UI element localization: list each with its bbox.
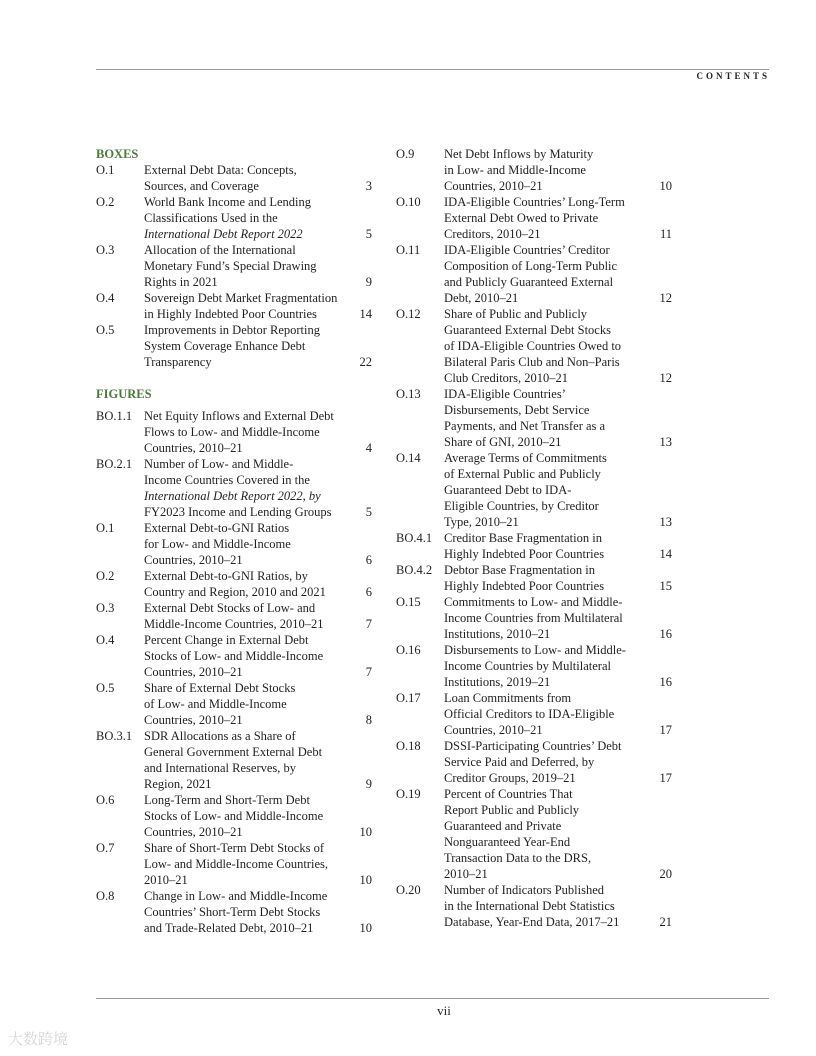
toc-entry-title-line: Income Countries by Multilateral: [444, 659, 611, 673]
toc-entry-title: [144, 162, 358, 194]
figures-list-right: [396, 146, 676, 930]
watermark: 大数跨境: [8, 1030, 69, 1048]
toc-entry-number: O.17: [396, 691, 421, 705]
toc-entry-number: BO.3.1: [96, 729, 133, 743]
toc-entry-number: O.18: [396, 739, 421, 753]
toc-entry-title-line: Share of GNI, 2010–21: [444, 435, 562, 449]
toc-entry-number: O.16: [396, 643, 421, 657]
toc-entry-title-line: External Debt-to-GNI Ratios, by: [144, 569, 308, 583]
toc-entry[interactable]: [396, 642, 676, 690]
toc-entry-title-line: Income Countries from Multilateral: [444, 611, 623, 625]
figures-heading: FIGURES: [96, 387, 152, 401]
toc-entry-number: O.5: [96, 681, 115, 695]
boxes-heading: BOXES: [96, 147, 139, 161]
toc-entry[interactable]: [396, 786, 676, 882]
toc-entry-title-line: System Coverage Enhance Debt: [144, 339, 306, 353]
toc-entry[interactable]: [96, 194, 376, 242]
toc-entry[interactable]: [96, 456, 376, 520]
toc-entry-number: O.14: [396, 451, 421, 465]
boxes-list: [96, 162, 376, 370]
toc-entry-page: 10: [359, 873, 372, 887]
toc-entry-title-line: Institutions, 2019–21: [444, 675, 551, 689]
toc-entry-title-line: Share of Short-Term Debt Stocks of: [144, 841, 324, 855]
toc-entry-title-line: and Publicly Guaranteed External: [444, 275, 614, 289]
toc-entry-number: O.20: [396, 883, 421, 897]
toc-entry-title-line: Loan Commitments from: [444, 691, 572, 705]
right-column: [396, 146, 676, 930]
toc-entry[interactable]: [396, 146, 676, 194]
toc-entry-title-line: and International Reserves, by: [144, 761, 297, 775]
toc-entry-title-line: Type, 2010–21: [444, 515, 519, 529]
toc-entry-page: 11: [659, 227, 672, 241]
toc-entry-title-line: and Trade-Related Debt, 2010–21: [144, 921, 314, 935]
toc-entry[interactable]: [396, 690, 676, 738]
toc-entry-title: [144, 456, 358, 520]
toc-entry-number: O.1: [96, 521, 115, 535]
toc-entry[interactable]: [396, 882, 676, 930]
toc-entry-title: [444, 562, 666, 594]
toc-entry-title-line: of External Public and Publicly: [444, 467, 601, 481]
toc-entry[interactable]: [396, 242, 676, 306]
toc-entry-title-line: Club Creditors, 2010–21: [444, 371, 568, 385]
toc-entry-title-line: Stocks of Low- and Middle-Income: [144, 809, 324, 823]
toc-entry-number: O.2: [96, 569, 115, 583]
toc-entry-title-line: Region, 2021: [144, 777, 212, 791]
toc-entry-title-line: SDR Allocations as a Share of: [144, 729, 296, 743]
toc-entry-number: O.4: [96, 633, 115, 647]
toc-entry-title-line: Nonguaranteed Year-End: [444, 835, 571, 849]
toc-entry-number: O.11: [396, 243, 421, 257]
toc-entry-title-line: Countries, 2010–21: [444, 723, 543, 737]
toc-entry[interactable]: [96, 162, 376, 194]
toc-entry-title-line: Guaranteed Debt to IDA-: [444, 483, 572, 497]
toc-entry-title-line: IDA-Eligible Countries’: [444, 387, 566, 401]
toc-entry-page: 4: [365, 441, 372, 455]
toc-entry-title-line: Income Countries Covered in the: [144, 473, 310, 487]
toc-entry-title-line: Transparency: [144, 355, 212, 369]
toc-entry-page: 13: [659, 435, 672, 449]
toc-entry[interactable]: [96, 840, 376, 888]
toc-entry-title-line: Country and Region, 2010 and 2021: [144, 585, 326, 599]
toc-entry-title: [444, 194, 666, 242]
toc-entry-title: [444, 450, 666, 530]
toc-entry-number: O.5: [96, 323, 115, 337]
toc-entry[interactable]: [96, 520, 376, 568]
toc-entry-title-line: Highly Indebted Poor Countries: [444, 547, 605, 561]
toc-entry-title-line: Eligible Countries, by Creditor: [444, 499, 599, 513]
toc-entry-title-line: External Debt Data: Concepts,: [144, 163, 297, 177]
toc-entry-title: [144, 680, 358, 728]
toc-entry-title-line: Transaction Data to the DRS,: [444, 851, 592, 865]
toc-entry-title-line: Monetary Fund’s Special Drawing: [144, 259, 317, 273]
toc-entry-title-line: Countries, 2010–21: [144, 665, 243, 679]
toc-entry-title: [144, 840, 358, 888]
toc-entry-title-line: Countries, 2010–21: [444, 179, 543, 193]
toc-entry-page: 3: [365, 179, 372, 193]
toc-entry-number: O.3: [96, 601, 115, 615]
toc-entry-title: [444, 642, 666, 690]
toc-entry[interactable]: [96, 568, 376, 600]
toc-entry-title-line: Net Equity Inflows and External Debt: [144, 409, 334, 423]
toc-entry-title: [444, 738, 666, 786]
toc-entry-title-line: 2010–21: [144, 873, 188, 887]
toc-entry-title-line: Percent of Countries That: [444, 787, 573, 801]
toc-entry-title: [144, 322, 358, 370]
toc-entry-title-line: Creditor Groups, 2019–21: [444, 771, 576, 785]
toc-entry-title-line: 2010–21: [444, 867, 488, 881]
page-number: vii: [437, 1003, 451, 1018]
toc-entry-page: 20: [659, 867, 672, 881]
toc-entry-title-line: DSSI-Participating Countries’ Debt: [444, 739, 622, 753]
toc-entry-title-line: External Debt-to-GNI Ratios: [144, 521, 290, 535]
toc-entry-title: [444, 386, 666, 450]
toc-entry-title-line: Average Terms of Commitments: [444, 451, 607, 465]
toc-entry-title-line: in the International Debt Statistics: [444, 899, 615, 913]
toc-entry-page: 14: [359, 307, 372, 321]
toc-entry-title-line: Flows to Low- and Middle-Income: [144, 425, 320, 439]
toc-entry-title-line: International Debt Report 2022, by: [144, 489, 321, 503]
toc-entry-title-line: of IDA-Eligible Countries Owed to: [444, 339, 622, 353]
toc-entry-title-line: Stocks of Low- and Middle-Income: [144, 649, 324, 663]
toc-entry-title-line: Classifications Used in the: [144, 211, 278, 225]
toc-entry-title: [444, 594, 666, 642]
toc-entry-title-line: Sources, and Coverage: [144, 179, 259, 193]
toc-entry-title-line: General Government External Debt: [144, 745, 323, 759]
toc-entry-title-line: Debtor Base Fragmentation in: [444, 563, 596, 577]
toc-entry-title-line: External Debt Stocks of Low- and: [144, 601, 316, 615]
toc-entry-page: 7: [365, 665, 372, 679]
toc-entry-title-line: Countries, 2010–21: [144, 441, 243, 455]
toc-entry-title: [144, 242, 358, 290]
toc-entry-title-line: Official Creditors to IDA-Eligible: [444, 707, 615, 721]
toc-entry-page: 10: [359, 825, 372, 839]
toc-entry[interactable]: [96, 290, 376, 322]
toc-entry-title-line: Database, Year-End Data, 2017–21: [444, 915, 620, 929]
toc-entry-page: 6: [365, 553, 372, 567]
toc-entry-number: O.9: [396, 147, 415, 161]
toc-entry-number: BO.4.2: [396, 563, 433, 577]
toc-entry-page: 7: [365, 617, 372, 631]
toc-entry-title-line: Improvements in Debtor Reporting: [144, 323, 321, 337]
toc-entry-title-line: Percent Change in External Debt: [144, 633, 309, 647]
toc-entry-number: O.13: [396, 387, 421, 401]
toc-entry-title-line: Debt, 2010–21: [444, 291, 519, 305]
toc-entry-title-line: Guaranteed and Private: [444, 819, 562, 833]
toc-entry-title: [144, 568, 358, 600]
toc-entry-title: [444, 306, 666, 386]
toc-entry-title-line: Guaranteed External Debt Stocks: [444, 323, 611, 337]
toc-entry[interactable]: [396, 594, 676, 642]
toc-entry[interactable]: [396, 530, 676, 562]
toc-entry-title: [144, 194, 358, 242]
toc-entry-title-line: Service Paid and Deferred, by: [444, 755, 595, 769]
toc-entry-page: 12: [659, 291, 672, 305]
toc-entry-title-line: Countries, 2010–21: [144, 713, 243, 727]
toc-entry-title-line: Disbursements to Low- and Middle-: [444, 643, 626, 657]
toc-entry-title: [144, 600, 358, 632]
toc-entry-title-line: Share of External Debt Stocks: [144, 681, 296, 695]
toc-entry-title: [444, 242, 666, 306]
toc-entry-page: 9: [365, 777, 372, 791]
running-head: CONTENTS: [696, 71, 770, 81]
toc-entry-title-line: Share of Public and Publicly: [444, 307, 588, 321]
toc-entry-title-line: Payments, and Net Transfer as a: [444, 419, 606, 433]
toc-entry[interactable]: [96, 728, 376, 792]
footer-rule: [96, 998, 769, 999]
toc-entry-title-line: Countries’ Short-Term Debt Stocks: [144, 905, 321, 919]
toc-entry-title-line: of Low- and Middle-Income: [144, 697, 287, 711]
toc-entry-title-line: Creditor Base Fragmentation in: [444, 531, 602, 545]
toc-entry-title-line: World Bank Income and Lending: [144, 195, 312, 209]
toc-entry-title-line: Countries, 2010–21: [144, 825, 243, 839]
toc-entry-title-line: Long-Term and Short-Term Debt: [144, 793, 310, 807]
toc-entry-number: O.10: [396, 195, 421, 209]
toc-entry-title-line: Report Public and Publicly: [444, 803, 580, 817]
toc-entry-title: [144, 408, 358, 456]
left-column: [96, 146, 376, 936]
toc-entry-page: 5: [365, 505, 372, 519]
toc-entry-title-line: Disbursements, Debt Service: [444, 403, 590, 417]
toc-entry[interactable]: [96, 600, 376, 632]
toc-entry-title-line: Change in Low- and Middle-Income: [144, 889, 328, 903]
toc-entry-page: 6: [365, 585, 372, 599]
toc-entry-title-line: Low- and Middle-Income Countries,: [144, 857, 328, 871]
toc-entry-title-line: FY2023 Income and Lending Groups: [144, 505, 332, 519]
toc-entry-number: O.15: [396, 595, 421, 609]
toc-entry-number: O.1: [96, 163, 115, 177]
toc-entry-title-line: in Highly Indebted Poor Countries: [144, 307, 317, 321]
toc-entry-page: 9: [365, 275, 372, 289]
toc-entry-title: [144, 888, 358, 936]
toc-entry-number: O.12: [396, 307, 421, 321]
toc-entry-page: 21: [659, 915, 672, 929]
toc-entry-title-line: in Low- and Middle-Income: [444, 163, 586, 177]
toc-entry-title: [144, 632, 358, 680]
toc-entry-page: 17: [659, 723, 672, 737]
toc-entry-title-line: Institutions, 2010–21: [444, 627, 551, 641]
toc-entry-page: 12: [659, 371, 672, 385]
toc-entry-title-line: International Debt Report 2022: [144, 227, 303, 241]
toc-entry-page: 5: [365, 227, 372, 241]
toc-entry[interactable]: [96, 680, 376, 728]
toc-entry-title-line: Number of Low- and Middle-: [144, 457, 294, 471]
toc-entry-title: [444, 530, 666, 562]
toc-entry-title: [144, 728, 358, 792]
figures-list-left: [96, 408, 376, 936]
toc-entry[interactable]: [96, 632, 376, 680]
toc-entry-number: O.4: [96, 291, 115, 305]
toc-entry-title-line: for Low- and Middle-Income: [144, 537, 291, 551]
toc-entry-page: 10: [359, 921, 372, 935]
toc-entry-title-line: Net Debt Inflows by Maturity: [444, 147, 594, 161]
toc-entry-title-line: Rights in 2021: [144, 275, 218, 289]
toc-entry-title: [444, 882, 666, 930]
toc-entry[interactable]: [396, 562, 676, 594]
toc-entry-title: [144, 290, 358, 322]
toc-entry-number: O.6: [96, 793, 115, 807]
toc-entry-number: O.3: [96, 243, 115, 257]
toc-entry-number: O.7: [96, 841, 115, 855]
toc-entry-title-line: Commitments to Low- and Middle-: [444, 595, 623, 609]
toc-entry[interactable]: [96, 888, 376, 936]
toc-entry[interactable]: [396, 386, 676, 450]
toc-entry-title-line: External Debt Owed to Private: [444, 211, 599, 225]
toc-entry-number: O.19: [396, 787, 421, 801]
toc-entry[interactable]: [396, 194, 676, 242]
toc-entry-title: [444, 146, 666, 194]
toc-entry[interactable]: [396, 306, 676, 386]
toc-entry-title-line: Allocation of the International: [144, 243, 296, 257]
toc-entry-title-line: IDA-Eligible Countries’ Creditor: [444, 243, 610, 257]
toc-entry-page: 10: [659, 179, 672, 193]
toc-entry-title-line: Sovereign Debt Market Fragmentation: [144, 291, 338, 305]
toc-entry-title-line: Bilateral Paris Club and Non–Paris: [444, 355, 620, 369]
toc-entry-title-line: Number of Indicators Published: [444, 883, 605, 897]
toc-entry-page: 16: [659, 675, 672, 689]
toc-entry-number: BO.2.1: [96, 457, 133, 471]
toc-entry[interactable]: [96, 322, 376, 370]
toc-entry-page: 15: [659, 579, 672, 593]
toc-entry-number: BO.1.1: [96, 409, 133, 423]
toc-entry-title-line: Composition of Long-Term Public: [444, 259, 618, 273]
toc-entry-title: [144, 792, 358, 840]
toc-entry-page: 16: [659, 627, 672, 641]
toc-entry-title-line: IDA-Eligible Countries’ Long-Term: [444, 195, 625, 209]
toc-entry-page: 8: [365, 713, 372, 727]
toc-entry-page: 13: [659, 515, 672, 529]
toc-entry-title-line: Highly Indebted Poor Countries: [444, 579, 605, 593]
toc-entry-number: BO.4.1: [396, 531, 433, 545]
toc-entry-page: 14: [659, 547, 672, 561]
toc-entry-page: 17: [659, 771, 672, 785]
toc-entry[interactable]: [96, 792, 376, 840]
toc-entry-title: [444, 786, 666, 882]
toc-entry-title: [444, 690, 666, 738]
toc-entry[interactable]: [96, 242, 376, 290]
header-rule: [96, 69, 769, 70]
toc-entry[interactable]: [396, 450, 676, 530]
toc-entry-number: O.2: [96, 195, 115, 209]
toc-entry[interactable]: [396, 738, 676, 786]
toc-entry-title-line: Middle-Income Countries, 2010–21: [144, 617, 324, 631]
toc-entry-title-line: Countries, 2010–21: [144, 553, 243, 567]
toc-entry-title-line: Creditors, 2010–21: [444, 227, 541, 241]
toc-entry-page: 22: [359, 355, 372, 369]
toc-entry-title: [144, 520, 358, 568]
toc-entry-number: O.8: [96, 889, 115, 903]
toc-entry[interactable]: [96, 408, 376, 456]
